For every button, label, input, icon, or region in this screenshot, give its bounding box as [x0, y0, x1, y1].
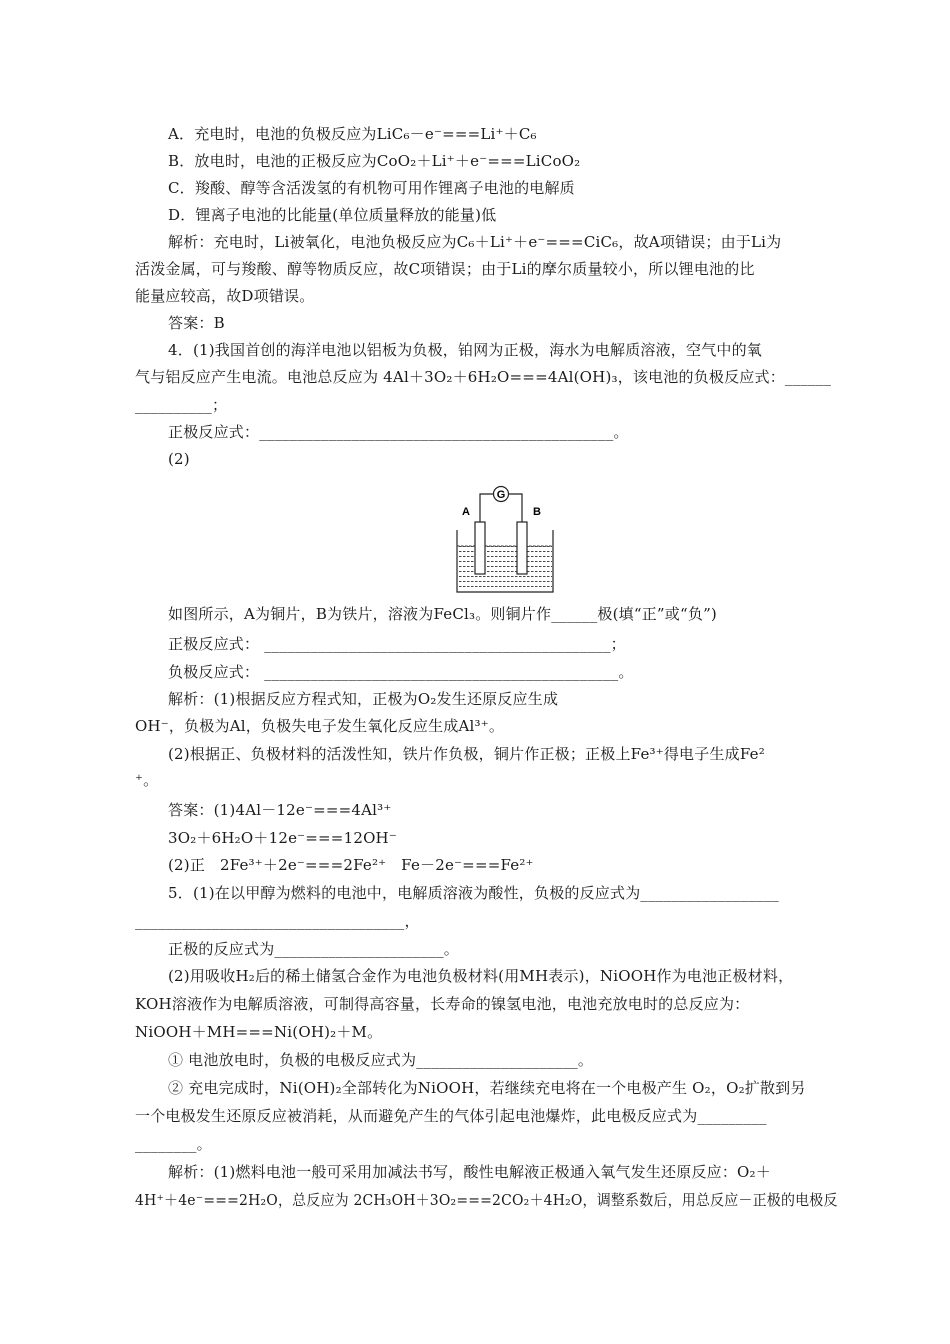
q5-line: KOH溶液作为电解质溶液，可制得高容量，长寿命的镍氢电池，电池充放电时的总反应为：	[135, 995, 750, 1013]
wire	[509, 494, 522, 522]
q4-stem-line: 气与铝反应产生电流。电池总反应为 4Al＋3O₂＋6H₂O===4Al(OH)₃，该电池的负极反应式：______	[135, 368, 832, 386]
q5-line: 一个电极发生还原反应被消耗，从而避免产生的气体引起电池爆炸，此电极反应式为_________	[135, 1107, 767, 1125]
q4-part2-label: (2)	[168, 450, 190, 468]
q5-line: ________。	[135, 1135, 212, 1153]
q4-answer-line: 3O₂＋6H₂O＋12e⁻===12OH⁻	[168, 829, 397, 847]
q4-answer-line: (2)正 2Fe³⁺＋2e⁻===2Fe²⁺ Fe－2e⁻===Fe²⁺	[168, 856, 534, 874]
q4-analysis-line: OH⁻，负极为Al，负极失电子发生氧化反应生成Al³⁺。	[135, 717, 505, 735]
galvanic-cell-diagram	[455, 484, 555, 596]
q3-analysis-line: 活泼金属，可与羧酸、醇等物质反应，故C项错误；由于Li的摩尔质量较小，所以锂电池的比	[135, 260, 755, 278]
q5-analysis-line: 4H⁺＋4e⁻===2H₂O，总反应为 2CH₃OH＋3O₂===2CO₂＋4H₂O，调整系数后，用总反应－正极的电极反	[135, 1191, 838, 1209]
q3-option-d: D．锂离子电池的比能量(单位质量释放的能量)低	[168, 206, 497, 224]
q4-positive-electrode-blank: 正极反应式：______________________________________________。	[168, 423, 629, 441]
wire	[480, 494, 493, 522]
electrode-a	[475, 522, 485, 574]
electrode-a-label: A	[462, 506, 470, 518]
q4-answer-line: 答案：(1)4Al－12e⁻===4Al³⁺	[168, 801, 392, 819]
q3-option-b: B．放电时，电池的正极反应为CoO₂＋Li⁺＋e⁻===LiCoO₂	[168, 152, 581, 170]
q5-line: (2)用吸收H₂后的稀土储氢合金作为电池负极材料(用MH表示)，NiOOH作为电池正极材料，	[168, 967, 794, 985]
q3-option-a: A．充电时，电池的负极反应为LiC₆－e⁻===Li⁺＋C₆	[168, 125, 537, 143]
q4-stem-line: 4．(1)我国首创的海洋电池以铝板为负极，铂网为正极，海水为电解质溶液，空气中的氧	[168, 341, 762, 359]
q4-part2-line: 如图所示，A为铜片，B为铁片，溶液为FeCl₃。则铜片作______极(填“正”或“负”)	[168, 605, 717, 623]
electrode-b-label: B	[533, 506, 541, 518]
q3-answer: 答案：B	[168, 314, 225, 332]
q5-analysis-line: 解析：(1)燃料电池一般可采用加减法书写，酸性电解液正极通入氧气发生还原反应：O₂＋	[168, 1163, 771, 1181]
q5-line: 5．(1)在以甲醇为燃料的电池中，电解质溶液为酸性，负极的反应式为__________________	[168, 884, 779, 902]
q4-part2-line: 负极反应式： ______________________________________________。	[168, 663, 634, 681]
q3-analysis-line: 解析：充电时，Li被氧化，电池负极反应为C₆＋Li⁺＋e⁻===CiC₆，故A项错误；由于Li为	[168, 233, 782, 251]
q3-option-c: C．羧酸、醇等含活泼氢的有机物可用作锂离子电池的电解质	[168, 179, 575, 197]
electrode-b	[517, 522, 527, 574]
q3-analysis-line: 能量应较高，故D项错误。	[135, 287, 315, 305]
q4-stem-line: __________；	[135, 396, 228, 414]
q4-analysis-line: (2)根据正、负极材料的活泼性知，铁片作负极，铜片作正极；正极上Fe³⁺得电子生成Fe²	[168, 745, 765, 763]
galvanometer-label: G	[496, 489, 506, 501]
q5-line: ② 充电完成时，Ni(OH)₂全部转化为NiOOH，若继续充电将在一个电极产生 O₂，O₂扩散到另	[168, 1079, 806, 1097]
q4-analysis-line: 解析：(1)根据反应方程式知，正极为O₂发生还原反应生成	[168, 690, 559, 708]
q4-analysis-line: ⁺。	[135, 771, 159, 789]
electrolyte-solution	[458, 546, 552, 591]
q4-part2-line: 正极反应式： _____________________________________________；	[168, 635, 626, 653]
q5-line: NiOOH＋MH===Ni(OH)₂＋M。	[135, 1023, 383, 1041]
q5-line: ___________________________________，	[135, 912, 420, 930]
q5-line: ① 电池放电时，负极的电极反应式为_____________________。	[168, 1051, 594, 1069]
q5-line: 正极的反应式为______________________。	[168, 940, 460, 958]
